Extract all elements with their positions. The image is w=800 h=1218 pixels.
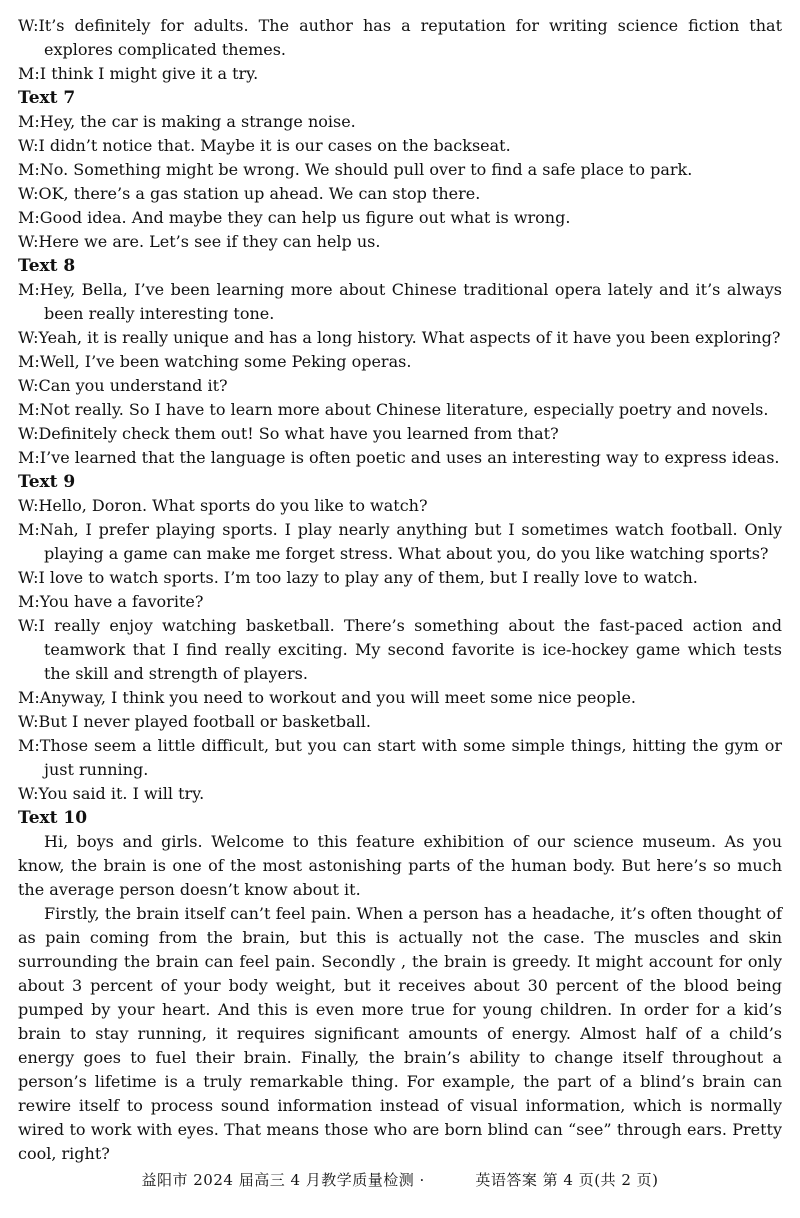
speaker-label: W <box>18 568 34 587</box>
dialogue-line <box>18 278 782 326</box>
speaker-colon: : <box>33 616 39 635</box>
dialogue-line <box>18 110 782 134</box>
monologue-paragraph: Firstly, the brain itself can’t feel pain. When a person has a headache, it’s often thought of as pain coming from the brain, but this is actually not the case. The muscles and skin surrounding the brain can feel pain. Secondly , the brain is greedy. It might account for only about 3 percent of your body weight, but it receives about 30 percent of the blood being pumped by your heart. And this is even more true for young children. In order for a kid’s brain to stay running, it requires significant amounts of energy. Almost half of a child’s energy goes to fuel their brain. Finally, the brain’s ability to change itself throughout a person’s lifetime is a truly remarkable thing. For example, the part of a blind’s brain can rewire itself to process sound information instead of visual information, which is normally wired to work with eyes. That means those who are born blind can “see” through ears. Pretty cool, right? <box>18 904 782 1163</box>
dialogue-line <box>18 782 782 806</box>
speaker-label: M <box>18 112 35 131</box>
speaker-label: M <box>18 448 35 467</box>
dialogue-line <box>18 422 782 446</box>
dialogue-line <box>18 326 782 350</box>
speaker-label: W <box>18 784 34 803</box>
footer-exam-title: 益阳市 2024 届高三 4 月教学质量检测 · <box>141 1171 425 1189</box>
dialogue-text: Hello, Doron. What sports do you like to watch? <box>38 496 428 515</box>
speaker-colon: : <box>33 496 39 515</box>
speaker-colon: : <box>34 352 40 371</box>
dialogue-text: Well, I’ve been watching some Peking operas. <box>39 352 412 371</box>
dialogue-line <box>18 590 782 614</box>
speaker-colon: : <box>34 448 40 467</box>
dialogue-text: Anyway, I think you need to workout and you will meet some nice people. <box>39 688 637 707</box>
listening-transcript <box>18 14 782 1166</box>
dialogue-line <box>18 398 782 422</box>
speaker-label: M <box>18 208 35 227</box>
dialogue-text: Hey, the car is making a strange noise. <box>39 112 356 131</box>
dialogue-line <box>18 710 782 734</box>
dialogue-text: I didn’t notice that. Maybe it is our cases on the backseat. <box>38 136 511 155</box>
dialogue-text: You said it. I will try. <box>38 784 205 803</box>
section-heading: Text 10 <box>18 808 88 828</box>
dialogue-line <box>18 614 782 686</box>
dialogue-text: I’ve learned that the language is often poetic and uses an interesting way to express ideas. <box>39 448 780 467</box>
dialogue-line <box>18 446 782 470</box>
speaker-colon: : <box>33 712 39 731</box>
speaker-colon: : <box>34 592 40 611</box>
dialogue-line <box>18 134 782 158</box>
speaker-colon: : <box>33 136 39 155</box>
page-footer <box>0 1169 800 1190</box>
speaker-colon: : <box>34 400 40 419</box>
speaker-colon: : <box>33 184 39 203</box>
dialogue-line <box>18 566 782 590</box>
speaker-label: W <box>18 616 34 635</box>
speaker-label: W <box>18 376 34 395</box>
speaker-label: W <box>18 328 34 347</box>
speaker-label: M <box>18 352 35 371</box>
dialogue-text: Definitely check them out! So what have you learned from that? <box>38 424 559 443</box>
dialogue-text: No. Something might be wrong. We should pull over to find a safe place to park. <box>39 160 693 179</box>
speaker-label: M <box>18 736 35 755</box>
speaker-label: W <box>18 496 34 515</box>
dialogue-text: Good idea. And maybe they can help us figure out what is wrong. <box>39 208 571 227</box>
dialogue-line <box>18 206 782 230</box>
speaker-label: W <box>18 712 34 731</box>
speaker-colon: : <box>33 568 39 587</box>
dialogue-text: I really enjoy watching basketball. There’s something about the fast-paced action and teamwork that I find really exciting. My second favorite is ice-hockey game which tests the skill and strength of players. <box>38 616 782 683</box>
speaker-label: M <box>18 592 35 611</box>
dialogue-line <box>18 14 782 62</box>
speaker-label: M <box>18 400 35 419</box>
dialogue-line <box>18 686 782 710</box>
speaker-label: M <box>18 520 35 539</box>
footer-page-info: 英语答案 第 4 页(共 2 页) <box>475 1171 659 1189</box>
dialogue-text: Here we are. Let’s see if they can help us. <box>38 232 381 251</box>
section-heading: Text 8 <box>18 256 76 276</box>
speaker-colon: : <box>34 208 40 227</box>
dialogue-line <box>18 494 782 518</box>
dialogue-text: But I never played football or basketball. <box>38 712 371 731</box>
dialogue-text: Can you understand it? <box>38 376 228 395</box>
speaker-colon: : <box>34 64 40 83</box>
dialogue-text: OK, there’s a gas station up ahead. We can stop there. <box>38 184 481 203</box>
speaker-colon: : <box>33 376 39 395</box>
dialogue-line <box>18 230 782 254</box>
speaker-label: W <box>18 16 34 35</box>
speaker-colon: : <box>33 424 39 443</box>
speaker-colon: : <box>34 112 40 131</box>
speaker-label: M <box>18 160 35 179</box>
dialogue-line <box>18 182 782 206</box>
speaker-label: M <box>18 280 35 299</box>
speaker-colon: : <box>34 688 40 707</box>
dialogue-text: I love to watch sports. I’m too lazy to play any of them, but I really love to watch. <box>38 568 698 587</box>
speaker-label: M <box>18 64 35 83</box>
speaker-colon: : <box>34 520 40 539</box>
speaker-colon: : <box>34 280 40 299</box>
speaker-colon: : <box>33 16 39 35</box>
dialogue-line <box>18 518 782 566</box>
dialogue-line <box>18 62 782 86</box>
dialogue-text: Not really. So I have to learn more about Chinese literature, especially poetry and novels. <box>39 400 769 419</box>
dialogue-text: It’s definitely for adults. The author has a reputation for writing science fiction that explores complicated themes. <box>38 16 782 59</box>
dialogue-text: I think I might give it a try. <box>39 64 259 83</box>
speaker-label: M <box>18 688 35 707</box>
dialogue-text: Nah, I prefer playing sports. I play nearly anything but I sometimes watch football. Only playing a game can make me forget stress. What about you, do you like watching sports? <box>39 520 782 563</box>
section-heading: Text 7 <box>18 88 76 108</box>
speaker-label: W <box>18 184 34 203</box>
speaker-colon: : <box>34 736 40 755</box>
section-heading: Text 9 <box>18 472 76 492</box>
dialogue-line <box>18 374 782 398</box>
speaker-label: W <box>18 424 34 443</box>
speaker-colon: : <box>33 784 39 803</box>
dialogue-line <box>18 158 782 182</box>
dialogue-line <box>18 734 782 782</box>
dialogue-line <box>18 350 782 374</box>
speaker-colon: : <box>33 232 39 251</box>
dialogue-text: You have a favorite? <box>39 592 204 611</box>
dialogue-text: Those seem a little difficult, but you can start with some simple things, hitting the gym or just running. <box>39 736 782 779</box>
speaker-label: W <box>18 136 34 155</box>
speaker-label: W <box>18 232 34 251</box>
dialogue-text: Yeah, it is really unique and has a long history. What aspects of it have you been exploring? <box>38 328 781 347</box>
speaker-colon: : <box>34 160 40 179</box>
dialogue-text: Hey, Bella, I’ve been learning more about Chinese traditional opera lately and it’s always been really interesting tone. <box>39 280 782 323</box>
monologue-paragraph: Hi, boys and girls. Welcome to this feature exhibition of our science museum. As you know, the brain is one of the most astonishing parts of the human body. But here’s so much the average person doesn’t know about it. <box>18 832 782 899</box>
speaker-colon: : <box>33 328 39 347</box>
